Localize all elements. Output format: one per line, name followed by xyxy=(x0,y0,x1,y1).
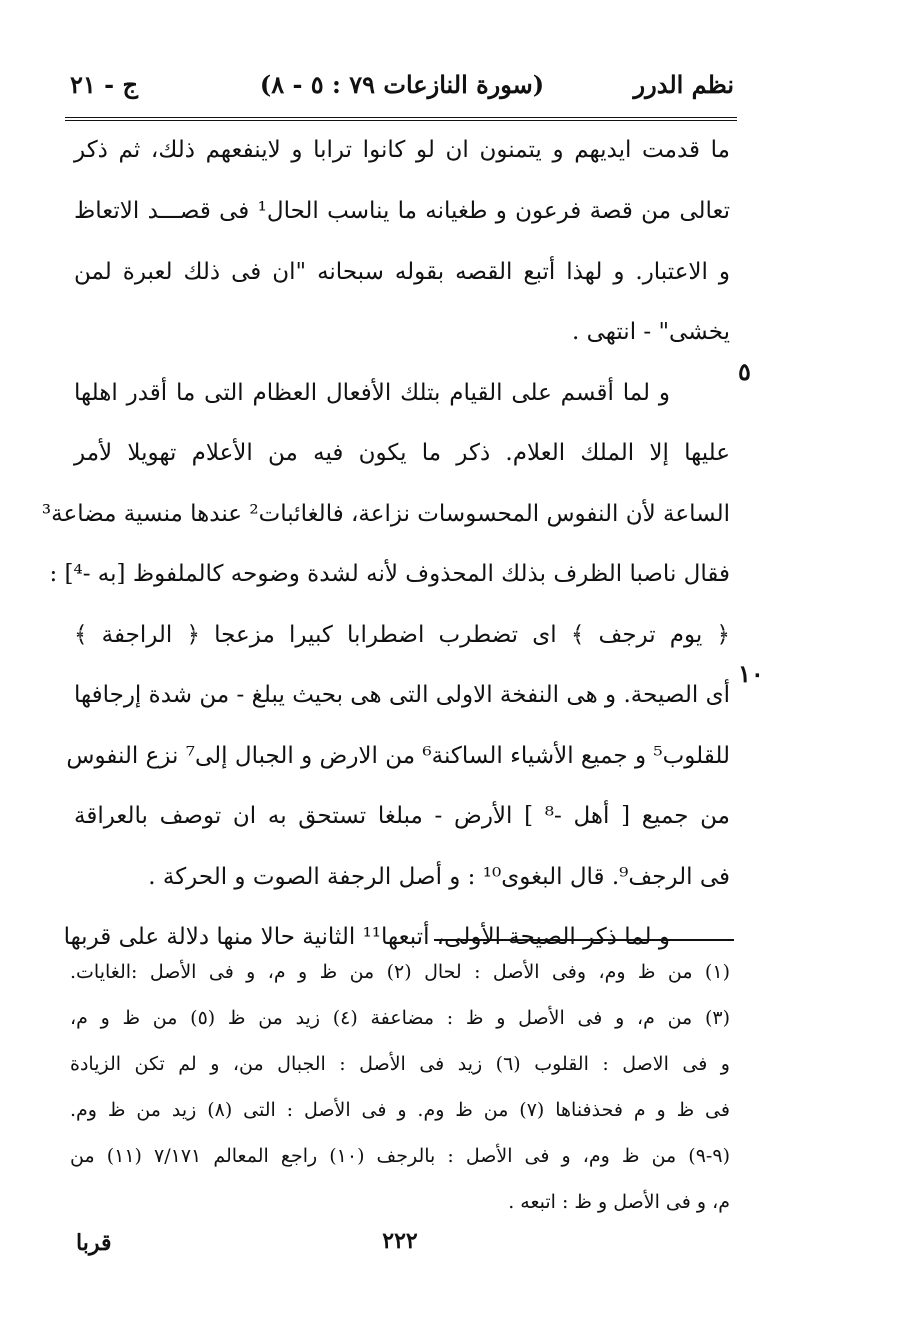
catchword: قربا xyxy=(76,1230,112,1256)
part-number: ج - ٢١ xyxy=(70,70,138,99)
text-line: تعالى من قصة فرعون و طغيانه ما يناسب الحال¹ فى قصـــد الاتعاظ xyxy=(74,198,731,224)
text-line: فى الرجف⁹. قال البغوى¹⁰ : و أصل الرجفة الصوت و الحركة . xyxy=(148,864,730,890)
footnote-line: (٣) من م، و فى الأصل و ظ : مضاعفة (٤) زيد من ظ (٥) من ظ و م، xyxy=(70,1007,730,1029)
text-line: و لما ذكر الصيحة الأولى، أتبعها¹¹ الثانية حالا منها دلالة على قربها xyxy=(63,924,670,950)
margin-line-number-5: ٥ xyxy=(738,357,751,386)
book-title: نظم الدرر xyxy=(633,70,734,99)
page-number: ٢٢٢ xyxy=(382,1228,418,1254)
text-line: فقال ناصبا الظرف بذلك المحذوف لأنه لشدة وضوحه كالملفوظ [به -⁴] : xyxy=(49,561,730,587)
footnote-line: (١) من ظ وم، وفى الأصل : لحال (٢) من ظ و م، و فى الأصل :الغايات. xyxy=(70,961,730,983)
text-line: يخشى" - انتهى . xyxy=(571,319,730,345)
text-line: عليها إلا الملك العلام. ذكر ما يكون فيه من الأعلام تهويلا لأمر xyxy=(74,440,730,466)
footnote-line: (٩-٩) من ظ وم، و فى الأصل : بالرجف (١٠) راجع المعالم ٧/١٧١ (١١) من xyxy=(70,1145,730,1167)
margin-line-number-10: ١٠ xyxy=(738,659,764,688)
text-line: للقلوب⁵ و جميع الأشياء الساكنة⁶ من الارض و الجبال إلى⁷ نزع النفوس xyxy=(66,743,730,769)
header-rule xyxy=(65,117,737,121)
footnote-rule xyxy=(434,939,734,941)
text-line: ﴿ يوم ترجف ﴾ اى تضطرب اضطرابا كبيرا مزعجا ﴿ الراجفة ﴾ xyxy=(74,622,730,648)
text-line: من جميع [ أهل -⁸ ] الأرض - مبلغا تستحق به ان توصف بالعراقة xyxy=(74,803,730,829)
text-line: و الاعتبار. و لهذا أتبع القصه بقوله سبحانه "ان فى ذلك لعبرة لمن xyxy=(74,259,730,285)
text-line: الساعة لأن النفوس المحسوسات نزاعة، فالغائبات² عندها منسية مضاعة³ xyxy=(41,501,730,527)
footnote-line: م، و فى الأصل و ظ : اتبعه . xyxy=(508,1191,730,1213)
text-line: ما قدمت ايديهم و يتمنون ان لو كانوا ترابا و لاينفعهم ذلك، ثم ذكر xyxy=(74,137,730,163)
footnote-line: فى ظ و م فحذفناها (٧) من ظ وم. و فى الأصل : التى (٨) زيد من ظ وم. xyxy=(70,1099,730,1121)
text-line: أى الصيحة. و هى النفخة الاولى التى هى بحيث يبلغ - من شدة إرجافها xyxy=(74,682,730,708)
surah-reference: (سورة النازعات ٧٩ : ٥ - ٨) xyxy=(259,70,545,99)
running-header xyxy=(70,66,734,110)
text-line: و لما أقسم على القيام بتلك الأفعال العظام التى ما أقدر اهلها xyxy=(74,380,670,406)
footnote-line: و فى الاصل : القلوب (٦) زيد فى الأصل : الجبال من، و لم تكن الزيادة xyxy=(70,1053,730,1075)
